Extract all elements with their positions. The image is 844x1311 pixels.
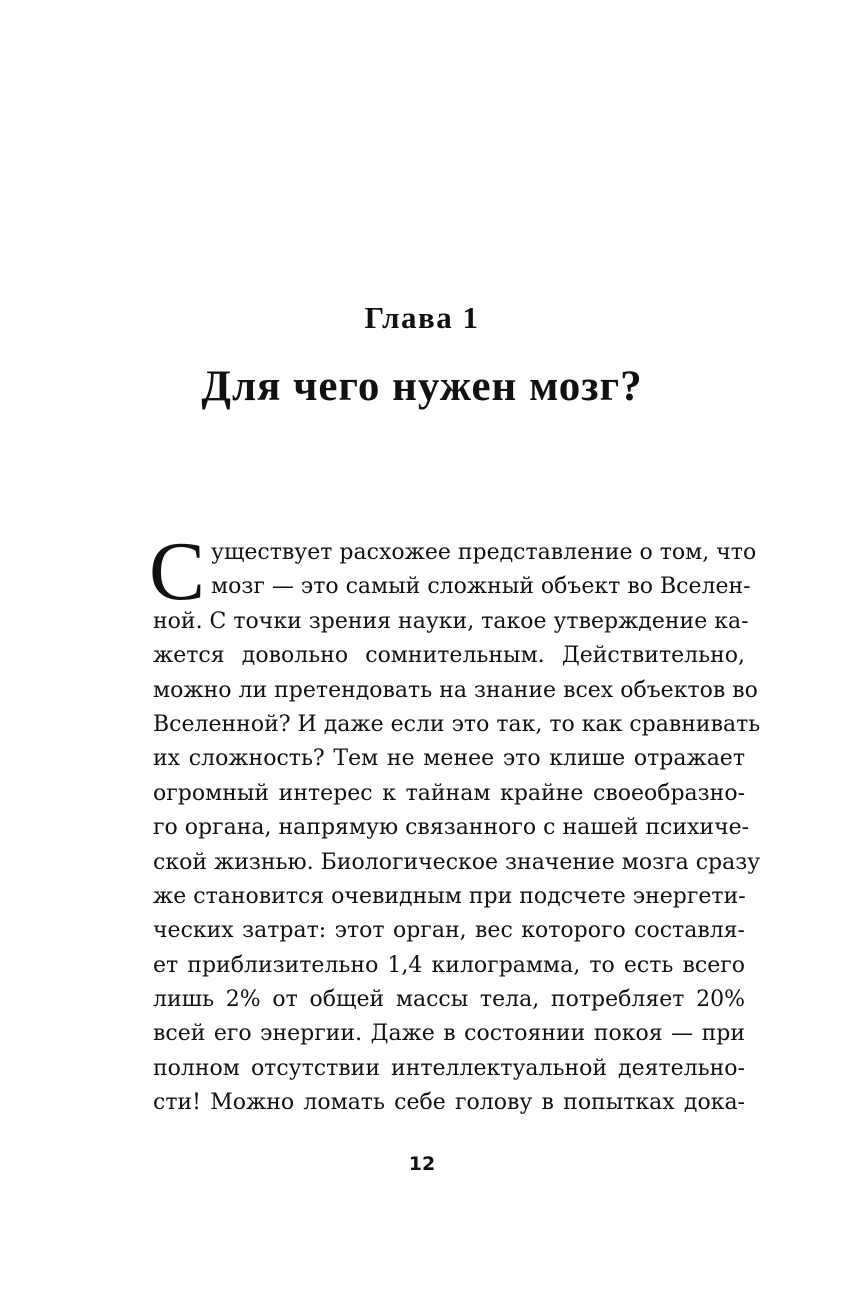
body-paragraph <box>153 536 761 1121</box>
text-line: уществует расхожее представление о том, что <box>211 540 757 565</box>
text-line: всей его энергии. Даже в состоянии покоя — при <box>153 1021 745 1047</box>
text-line: мозг — это самый сложный объект во Вселен- <box>211 574 751 600</box>
text-line: Вселенной? И даже если это так, то как сравнивать <box>153 711 761 737</box>
text-line: ет приблизительно 1,4 килограмма, то есть всего <box>153 952 745 978</box>
text-line: ной. С точки зрения науки, такое утверждение ка- <box>153 608 749 634</box>
text-line: огромный интерес к тайнам крайне своеобразно- <box>153 780 745 806</box>
text-line: ческих затрат: этот орган, вес которого составля- <box>153 918 745 944</box>
drop-cap-letter: С <box>149 525 206 618</box>
text-line: можно ли претендовать на знание всех объектов во <box>153 677 758 703</box>
text-line: ской жизнью. Биологическое значение мозга сразу <box>153 849 761 875</box>
text-line: сти! Можно ломать себе голову в попытках дока- <box>153 1090 745 1116</box>
text-line: жется довольно сомнительным. Действительно, <box>153 643 745 669</box>
chapter-title: Для чего нужен мозг? <box>201 363 643 410</box>
text-line: же становится очевидным при подсчете энергети- <box>153 883 746 909</box>
text-line: полном отсутствии интеллектуальной деятельно- <box>153 1055 745 1081</box>
page-number: 12 <box>408 1153 436 1175</box>
chapter-label: Глава 1 <box>364 300 480 335</box>
text-line: лишь 2% от общей массы тела, потребляет 20% <box>153 987 745 1013</box>
text-line: го органа, напрямую связанного с нашей психиче- <box>153 815 750 841</box>
text-line: их сложность? Тем не менее это клише отражает <box>153 746 745 772</box>
